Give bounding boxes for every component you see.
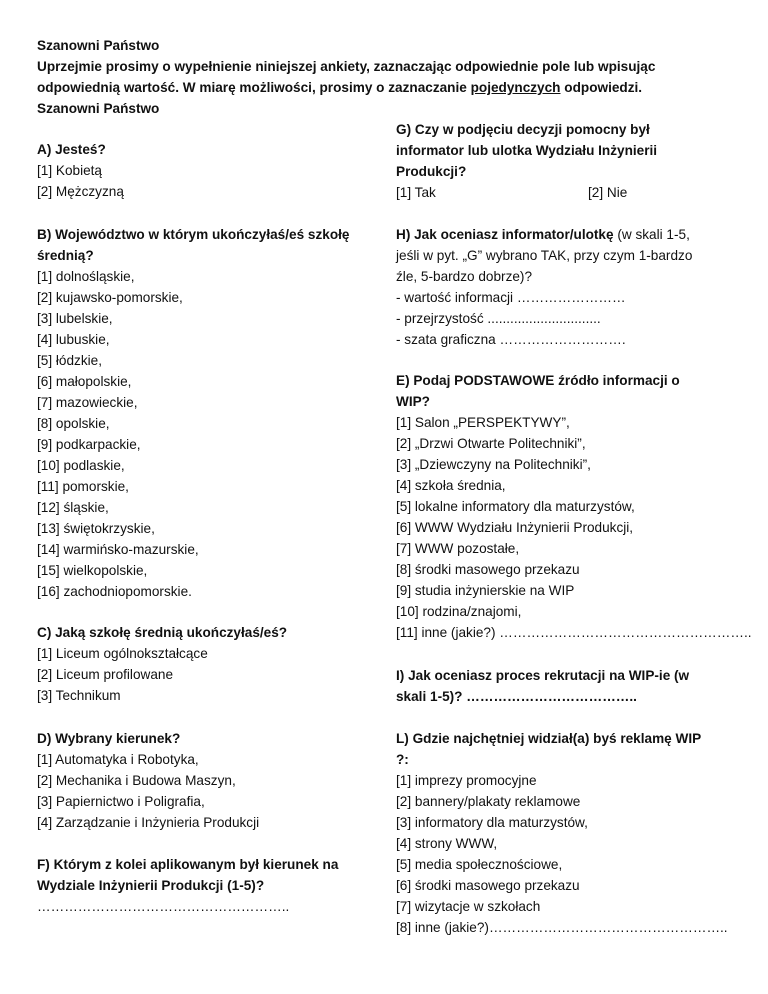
answer-option[interactable]: [6] małopolskie, <box>37 374 132 389</box>
answer-option[interactable]: [8] inne (jakie?)…………………………………………….. <box>396 920 728 935</box>
question-title: Wydziale Inżynierii Produkcji (1-5)? <box>37 878 265 893</box>
question-title: E) Podaj PODSTAWOWE źródło informacji o <box>396 373 680 388</box>
question-title: I) Jak oceniasz proces rekrutacji na WIP-ie (w <box>396 668 690 683</box>
answer-option[interactable]: [6] WWW Wydziału Inżynierii Produkcji, <box>396 520 634 535</box>
answer-option[interactable]: [2] Mężczyzną <box>37 184 124 199</box>
question-title: C) Jaką szkołę średnią ukończyłaś/eś? <box>37 625 288 640</box>
question-title: WIP? <box>396 394 430 409</box>
left-column <box>37 0 367 994</box>
question-c <box>37 622 367 706</box>
answer-option[interactable]: [9] podkarpackie, <box>37 437 141 452</box>
answer-option[interactable]: [3] informatory dla maturzystów, <box>396 815 588 830</box>
question-f <box>37 854 367 917</box>
question-b <box>37 224 367 602</box>
question-title[interactable]: skali 1-5)? ……………………………….. <box>396 689 637 704</box>
answer-option[interactable]: [10] rodzina/znajomi, <box>396 604 522 619</box>
answer-option[interactable]: [5] łódzkie, <box>37 353 102 368</box>
answer-option[interactable]: [3] „Dziewczyny na Politechniki”, <box>396 457 591 472</box>
answer-option[interactable]: [8] opolskie, <box>37 416 110 431</box>
answer-option[interactable]: [5] media społecznościowe, <box>396 857 563 872</box>
answer-option[interactable]: [14] warmińsko-mazurskie, <box>37 542 199 557</box>
question-title: L) Gdzie najchętniej widział(a) byś reklamę WIP <box>396 731 702 746</box>
emphasis-single: pojedynczych <box>470 80 561 95</box>
question-note: jeśli w pyt. „G” wybrano TAK, przy czym 1-bardzo <box>396 248 693 263</box>
answer-option[interactable]: [4] strony WWW, <box>396 836 498 851</box>
question-d <box>37 728 367 833</box>
question-title-row <box>396 224 736 245</box>
answer-option[interactable]: [4] Zarządzanie i Inżynieria Produkcji <box>37 815 260 830</box>
answer-option[interactable]: [4] lubuskie, <box>37 332 110 347</box>
answer-option[interactable]: [1] dolnośląskie, <box>37 269 135 284</box>
answer-option-no[interactable]: [2] Nie <box>588 185 628 200</box>
answer-option[interactable]: [1] Liceum ogólnokształcące <box>37 646 208 661</box>
question-note: (w skali 1-5, <box>613 227 690 242</box>
answer-option[interactable]: [1] imprezy promocyjne <box>396 773 537 788</box>
answer-row <box>396 182 736 203</box>
answer-option[interactable]: [8] środki masowego przekazu <box>396 562 580 577</box>
question-title: Produkcji? <box>396 164 467 179</box>
question-title: G) Czy w podjęciu decyzji pomocny był <box>396 122 650 137</box>
question-title: B) Województwo w którym ukończyłaś/eś szkołę średnią? <box>37 227 350 263</box>
answer-option[interactable]: [2] Liceum profilowane <box>37 667 174 682</box>
answer-option[interactable]: [6] środki masowego przekazu <box>396 878 580 893</box>
answer-option[interactable]: [2] Mechanika i Budowa Maszyn, <box>37 773 236 788</box>
question-title: F) Którym z kolei aplikowanym był kierunek na <box>37 857 339 872</box>
answer-option[interactable]: [2] „Drzwi Otwarte Politechniki”, <box>396 436 586 451</box>
intro-text-line: Uprzejmie prosimy o wypełnienie niniejszej ankiety, zaznaczając odpowiednie pole lub wpisując <box>37 59 656 74</box>
answer-option[interactable]: [1] Kobietą <box>37 163 102 178</box>
answer-option[interactable]: [1] Automatyka i Robotyka, <box>37 752 199 767</box>
answer-option-yes[interactable]: [1] Tak <box>396 185 436 200</box>
answer-option[interactable]: [11] inne (jakie?) ……………………………………………….. <box>396 625 752 640</box>
answer-option[interactable]: [7] mazowieckie, <box>37 395 138 410</box>
answer-option[interactable]: [3] Technikum <box>37 688 121 703</box>
answer-blank[interactable]: ……………………………………………….. <box>37 899 290 914</box>
answer-option[interactable]: [3] lubelskie, <box>37 311 113 326</box>
rating-item[interactable]: - szata graficzna ………………………. <box>396 332 626 347</box>
answer-option[interactable]: [15] wielkopolskie, <box>37 563 148 578</box>
answer-option[interactable]: [11] pomorskie, <box>37 479 129 494</box>
answer-option[interactable]: [2] kujawsko-pomorskie, <box>37 290 183 305</box>
answer-option[interactable]: [4] szkoła średnia, <box>396 478 506 493</box>
question-l <box>396 728 736 938</box>
rating-item[interactable]: - przejrzystość .............................. <box>396 311 601 326</box>
answer-option[interactable]: [13] świętokrzyskie, <box>37 521 155 536</box>
question-title: ?: <box>396 752 409 767</box>
intro-text-line: odpowiednią wartość. W miarę możliwości, prosimy o zaznaczanie pojedynczych odpowiedzi. <box>37 80 643 95</box>
question-i <box>396 665 736 707</box>
answer-option[interactable]: [1] Salon „PERSPEKTYWY”, <box>396 415 570 430</box>
answer-option[interactable]: [3] Papiernictwo i Poligrafia, <box>37 794 205 809</box>
answer-option[interactable]: [12] śląskie, <box>37 500 109 515</box>
right-column <box>396 0 752 994</box>
answer-option[interactable]: [7] WWW pozostałe, <box>396 541 520 556</box>
answer-option[interactable]: [7] wizytacje w szkołach <box>396 899 541 914</box>
answer-option[interactable]: [9] studia inżynierskie na WIP <box>396 583 575 598</box>
greeting-repeat: Szanowni Państwo <box>37 101 160 116</box>
rating-item[interactable]: - wartość informacji …………………… <box>396 290 626 305</box>
greeting: Szanowni Państwo <box>37 38 160 53</box>
question-e <box>396 370 752 643</box>
question-title: A) Jesteś? <box>37 142 106 157</box>
question-title: H) Jak oceniasz informator/ulotkę <box>396 227 614 242</box>
answer-option[interactable]: [5] lokalne informatory dla maturzystów, <box>396 499 635 514</box>
answer-option[interactable]: [2] bannery/plakaty reklamowe <box>396 794 581 809</box>
question-title: informator lub ulotka Wydziału Inżynierii <box>396 143 658 158</box>
question-g <box>396 119 736 203</box>
question-a <box>37 139 367 202</box>
question-note: źle, 5-bardzo dobrze)? <box>396 269 533 284</box>
answer-option[interactable]: [16] zachodniopomorskie. <box>37 584 192 599</box>
answer-option[interactable]: [10] podlaskie, <box>37 458 125 473</box>
question-h <box>396 224 736 350</box>
question-title: D) Wybrany kierunek? <box>37 731 181 746</box>
